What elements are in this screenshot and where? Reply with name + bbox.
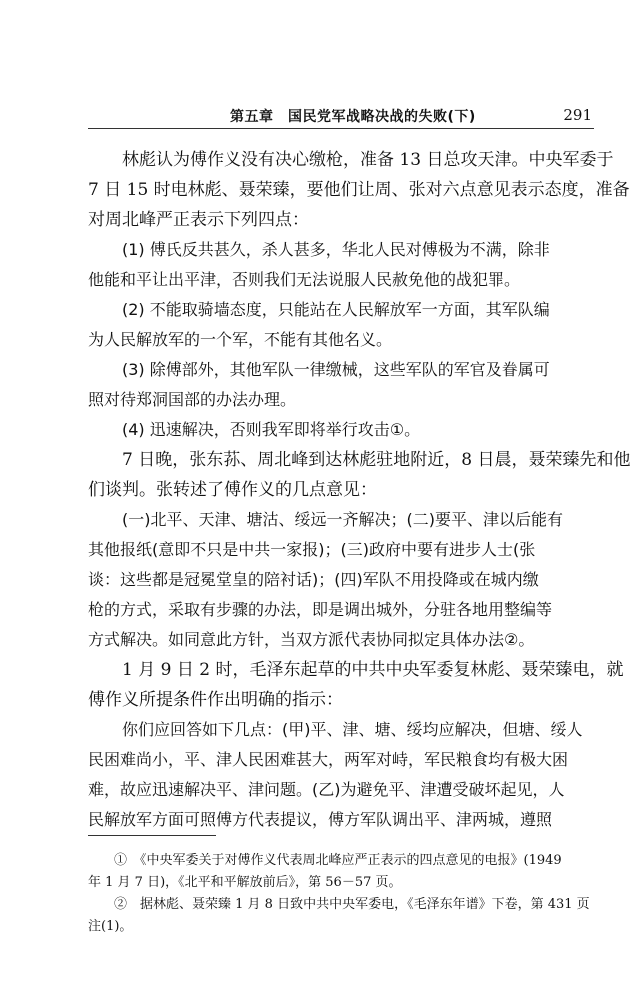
footnote-1 [88,850,603,894]
chapter-title: 第五章 国民党军战略决战的失败(下) [230,109,476,125]
quote-line: (2) 不能取骑墙态度，只能站在人民解放军一方面，其军队编 [122,300,550,319]
text-line: 们谈判。张转述了傅作义的几点意见： [88,480,377,500]
quote-line: 你们应回答如下几点：(甲)平、津、塘、绥均应解决，但塘、绥人 [122,720,583,739]
quote-line: 枪的方式，采取有步骤的办法，即是调出城外，分驻各地用整编等 [88,600,553,619]
quote-point-1 [88,235,598,295]
footnote-separator [88,835,216,836]
quote-line: 难，故应迅速解决平、津问题。(乙)为避免平、津遭受破坏起见，人 [88,780,565,799]
quote-point-2 [88,295,598,355]
quote-line: 方式解决。如同意此方针，当双方派代表协同拟定具体办法②。 [88,630,535,649]
text-line: 7 日晚，张东荪、周北峰到达林彪驻地附近，8 日晨，聂荣臻先和他 [122,450,631,470]
paragraph-1 [88,145,630,235]
footnote-line: 年 1 月 7 日)，《北平和平解放前后》，第 56－57 页。 [88,875,402,890]
quote-point-4 [88,415,598,445]
quote-line: 照对待郑洞国部的办法办理。 [88,390,297,409]
quote-line: 谈：这些都是冠冕堂皇的陪衬话)；(四)军队不用投降或在城内缴 [88,570,539,589]
text-line: 1 月 9 日 2 时，毛泽东起草的中共中央军委复林彪、聂荣臻电，就 [122,660,624,680]
quote-line: (1) 傅氏反共甚久，杀人甚多，华北人民对傅极为不满，除非 [122,240,550,259]
quote-fu-opinions [88,505,598,655]
text-line: 对周北峰严正表示下列四点： [88,210,309,230]
text-line: 林彪认为傅作义没有决心缴枪，准备 13 日总攻天津。中央军委于 [122,150,614,170]
quote-line: (3) 除傅部外，其他军队一律缴械，这些军队的军官及眷属可 [122,360,550,379]
quote-mao-instructions [88,715,598,835]
text-line: 7 日 15 时电林彪、聂荣臻，要他们让周、张对六点意见表示态度，准备 [88,180,630,200]
quote-line: 他能和平让出平津，否则我们无法说服人民赦免他的战犯罪。 [88,270,521,289]
paragraph-2 [88,445,631,505]
quote-line: 其他报纸(意即不只是中共一家报)；(三)政府中要有进步人士(张 [88,540,536,559]
text-line: 傅作义所提条件作出明确的指示： [88,690,343,710]
quote-line: 为人民解放军的一个军，不能有其他名义。 [88,330,393,349]
footnotes [88,850,603,938]
page-number: 291 [563,106,592,124]
footnote-line: ① 《中央军委关于对傅作义代表周北峰应严正表示的四点意见的电报》(1949 [114,853,562,868]
quote-line: 民解放军方面可照傅方代表提议，傅方军队调出平、津两城，遵照 [88,810,553,829]
quote-line: (4) 迅速解决，否则我军即将举行攻击①。 [122,420,421,439]
paragraph-3 [88,655,624,715]
footnote-line: 注(1)。 [88,919,133,934]
running-header [88,104,594,129]
footnote-2 [88,894,603,938]
quote-point-3 [88,355,598,415]
quote-line: (一)北平、天津、塘沽、绥远一齐解决；(二)要平、津以后能有 [122,510,563,529]
body-text [88,145,631,835]
footnote-line: ② 据林彪、聂荣臻 1 月 8 日致中共中央军委电，《毛泽东年谱》下卷，第 431 页 [114,897,590,912]
quote-line: 民困难尚小，平、津人民困难甚大，两军对峙，军民粮食均有极大困 [88,750,569,769]
